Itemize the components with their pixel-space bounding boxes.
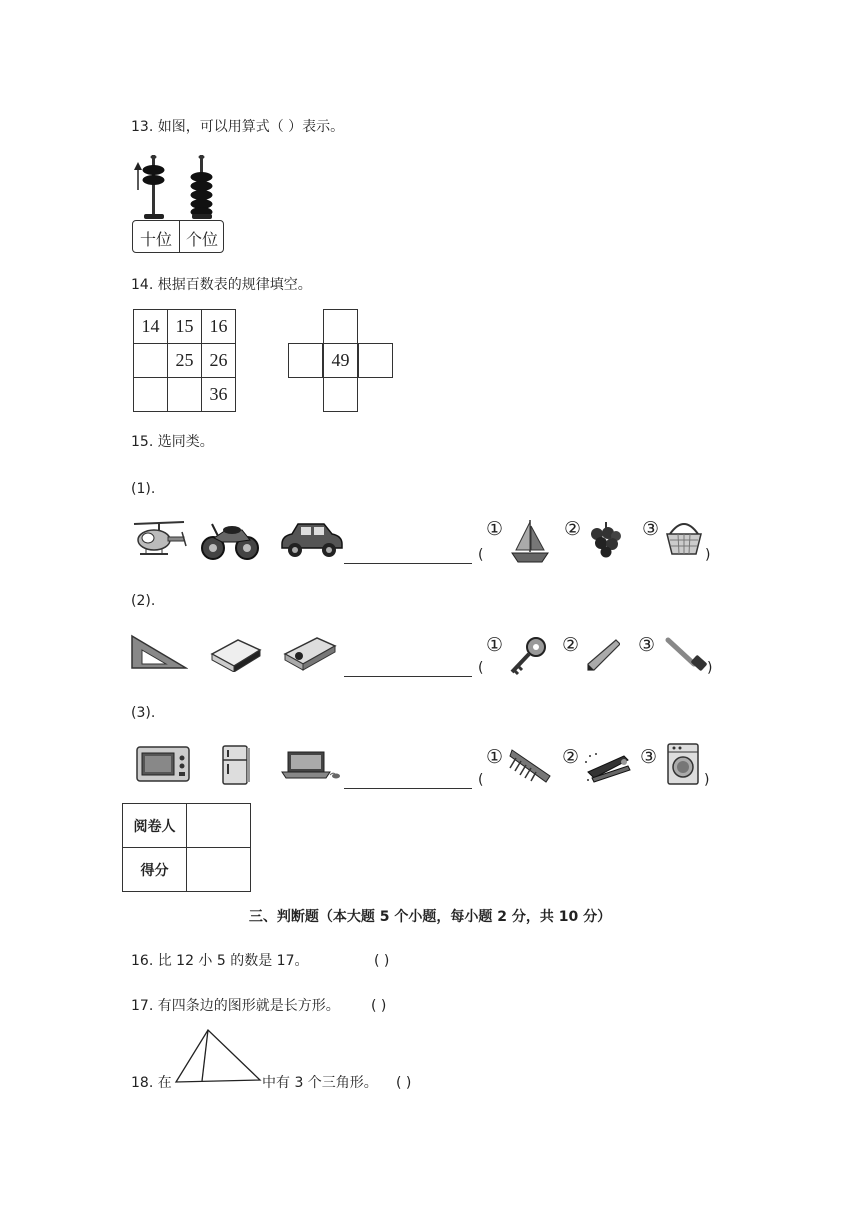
grid-cell[interactable] [133, 343, 168, 378]
grid-cell: 25 [167, 343, 202, 378]
ones-label: 个位 [185, 232, 218, 249]
set-square-icon [130, 632, 188, 672]
option-1-label: ① [486, 518, 504, 540]
q17-answer-paren[interactable]: ( ) [371, 998, 387, 1014]
answer-line[interactable] [344, 676, 472, 677]
close-paren: ) [704, 772, 710, 788]
cross-cell-bottom[interactable] [323, 377, 358, 412]
laptop-icon [280, 750, 342, 780]
part3-label: (3). [131, 705, 156, 721]
grid-cell: 15 [167, 309, 202, 344]
score-label: 得分 [123, 848, 187, 892]
part2-label: (2). [131, 593, 156, 609]
grid-cell: 14 [133, 309, 168, 344]
reviewer-label: 阅卷人 [123, 804, 187, 848]
helicopter-icon [130, 516, 188, 560]
pencil-icon[interactable] [586, 638, 620, 672]
grid-cell[interactable] [167, 377, 202, 412]
grid-cell: 36 [201, 377, 236, 412]
key-icon[interactable] [508, 636, 548, 676]
toothbrush-icon[interactable] [664, 636, 713, 676]
close-paren: ) [705, 547, 711, 563]
triangle-figure-icon [174, 1028, 262, 1084]
answer-line[interactable] [344, 563, 472, 564]
microwave-icon [136, 746, 190, 784]
nail-clipper-icon[interactable] [584, 748, 634, 784]
pencil-sharpener-icon [283, 632, 337, 672]
option-3-label: ③ [642, 518, 660, 540]
grid-cell: 16 [201, 309, 236, 344]
option-2-label: ② [564, 518, 582, 540]
open-paren: ( [478, 772, 484, 788]
sailboat-icon[interactable] [508, 518, 550, 564]
open-paren: ( [478, 547, 484, 563]
option-3-label: ③ [638, 634, 656, 656]
abacus-place-box [132, 220, 224, 253]
close-paren: ) [707, 660, 713, 676]
grapes-icon[interactable] [586, 520, 622, 558]
option-1-label: ① [486, 746, 504, 768]
cross-cell-top[interactable] [323, 309, 358, 344]
basket-icon[interactable] [664, 518, 704, 558]
cross-cell-left[interactable] [288, 343, 323, 378]
car-icon [278, 520, 344, 560]
washing-machine-icon[interactable] [666, 742, 700, 786]
grid-cell: 26 [201, 343, 236, 378]
q13-text: 13. 如图，可以用算式（ ）表示。 [131, 119, 345, 135]
score-table [122, 803, 251, 892]
hundred-chart-grid [133, 309, 238, 414]
option-2-label: ② [562, 746, 580, 768]
cross-grid [288, 309, 394, 414]
score-cell[interactable] [187, 848, 251, 892]
refrigerator-icon [221, 744, 251, 786]
q18-prefix: 18. 在 [131, 1075, 172, 1091]
part1-label: (1). [131, 481, 156, 497]
cross-cell-right[interactable] [358, 343, 393, 378]
q16-text: 16. 比 12 小 5 的数是 17。 [131, 953, 309, 969]
eraser-icon [208, 636, 262, 672]
tens-label: 十位 [139, 232, 172, 249]
q16-answer-paren[interactable]: ( ) [374, 953, 390, 969]
q14-text: 14. 根据百数表的规律填空。 [131, 277, 312, 293]
q18-suffix: 中有 3 个三角形。 [262, 1075, 378, 1091]
q17-text: 17. 有四条边的图形就是长方形。 [131, 998, 340, 1014]
section3-title: 三、判断题（本大题 5 个小题，每小题 2 分，共 10 分） [248, 909, 612, 925]
comb-icon[interactable] [508, 746, 554, 784]
q18-answer-paren[interactable]: ( ) [396, 1075, 412, 1091]
motorcycle-icon [200, 516, 260, 562]
option-1-label: ① [486, 634, 504, 656]
open-paren: ( [478, 660, 484, 676]
option-3-label: ③ [640, 746, 658, 768]
answer-line[interactable] [344, 788, 472, 789]
abacus [130, 152, 226, 256]
cross-cell-center: 49 [323, 343, 358, 378]
option-2-label: ② [562, 634, 580, 656]
q15-text: 15. 选同类。 [131, 434, 214, 450]
reviewer-cell[interactable] [187, 804, 251, 848]
grid-cell[interactable] [133, 377, 168, 412]
